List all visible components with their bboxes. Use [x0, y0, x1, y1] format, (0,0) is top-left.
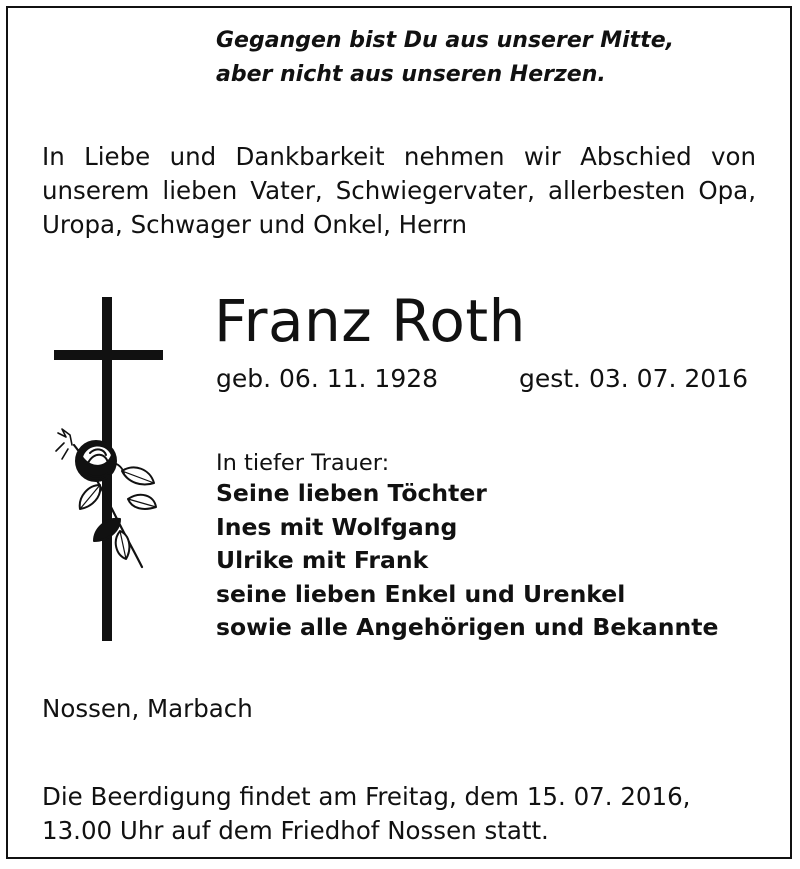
mourner-line: seine lieben Enkel und Urenkel — [216, 579, 626, 608]
intro-text: In Liebe und Dankbarkeit nehmen wir Abschied von unserem lieben Vater, Schwiegervater, allerbesten Opa, Uropa, Schwager und Onkel, Herrn — [42, 142, 756, 239]
deceased-name: Franz Roth — [214, 287, 526, 355]
funeral-line-2: 13.00 Uhr auf dem Friedhof Nossen statt. — [42, 816, 549, 845]
birth-date: geb. 06. 11. 1928 — [216, 364, 439, 393]
mourner-line: Ulrike mit Frank — [216, 546, 429, 574]
funeral-line-1: Die Beerdigung findet am Freitag, dem 15. 07. 2016, — [42, 782, 691, 811]
life-dates — [216, 362, 748, 396]
quote-line-2: aber nicht aus unseren Herzen. — [216, 62, 606, 87]
funeral-info — [42, 780, 690, 848]
memorial-quote — [216, 24, 776, 92]
cross-with-rose — [50, 295, 170, 647]
quote-line-1: Gegangen bist Du aus unserer Mitte, — [216, 28, 674, 53]
mourner-line: sowie alle Angehörigen und Bekannte — [216, 613, 719, 641]
place-names: Nossen, Marbach — [42, 694, 253, 723]
mourners-list — [216, 477, 718, 645]
mourning-heading: In tiefer Trauer: — [216, 450, 390, 476]
mourner-line: Seine lieben Töchter — [216, 479, 487, 507]
mourner-line: Ines mit Wolfgang — [216, 512, 458, 541]
death-date: gest. 03. 07. 2016 — [518, 364, 748, 393]
